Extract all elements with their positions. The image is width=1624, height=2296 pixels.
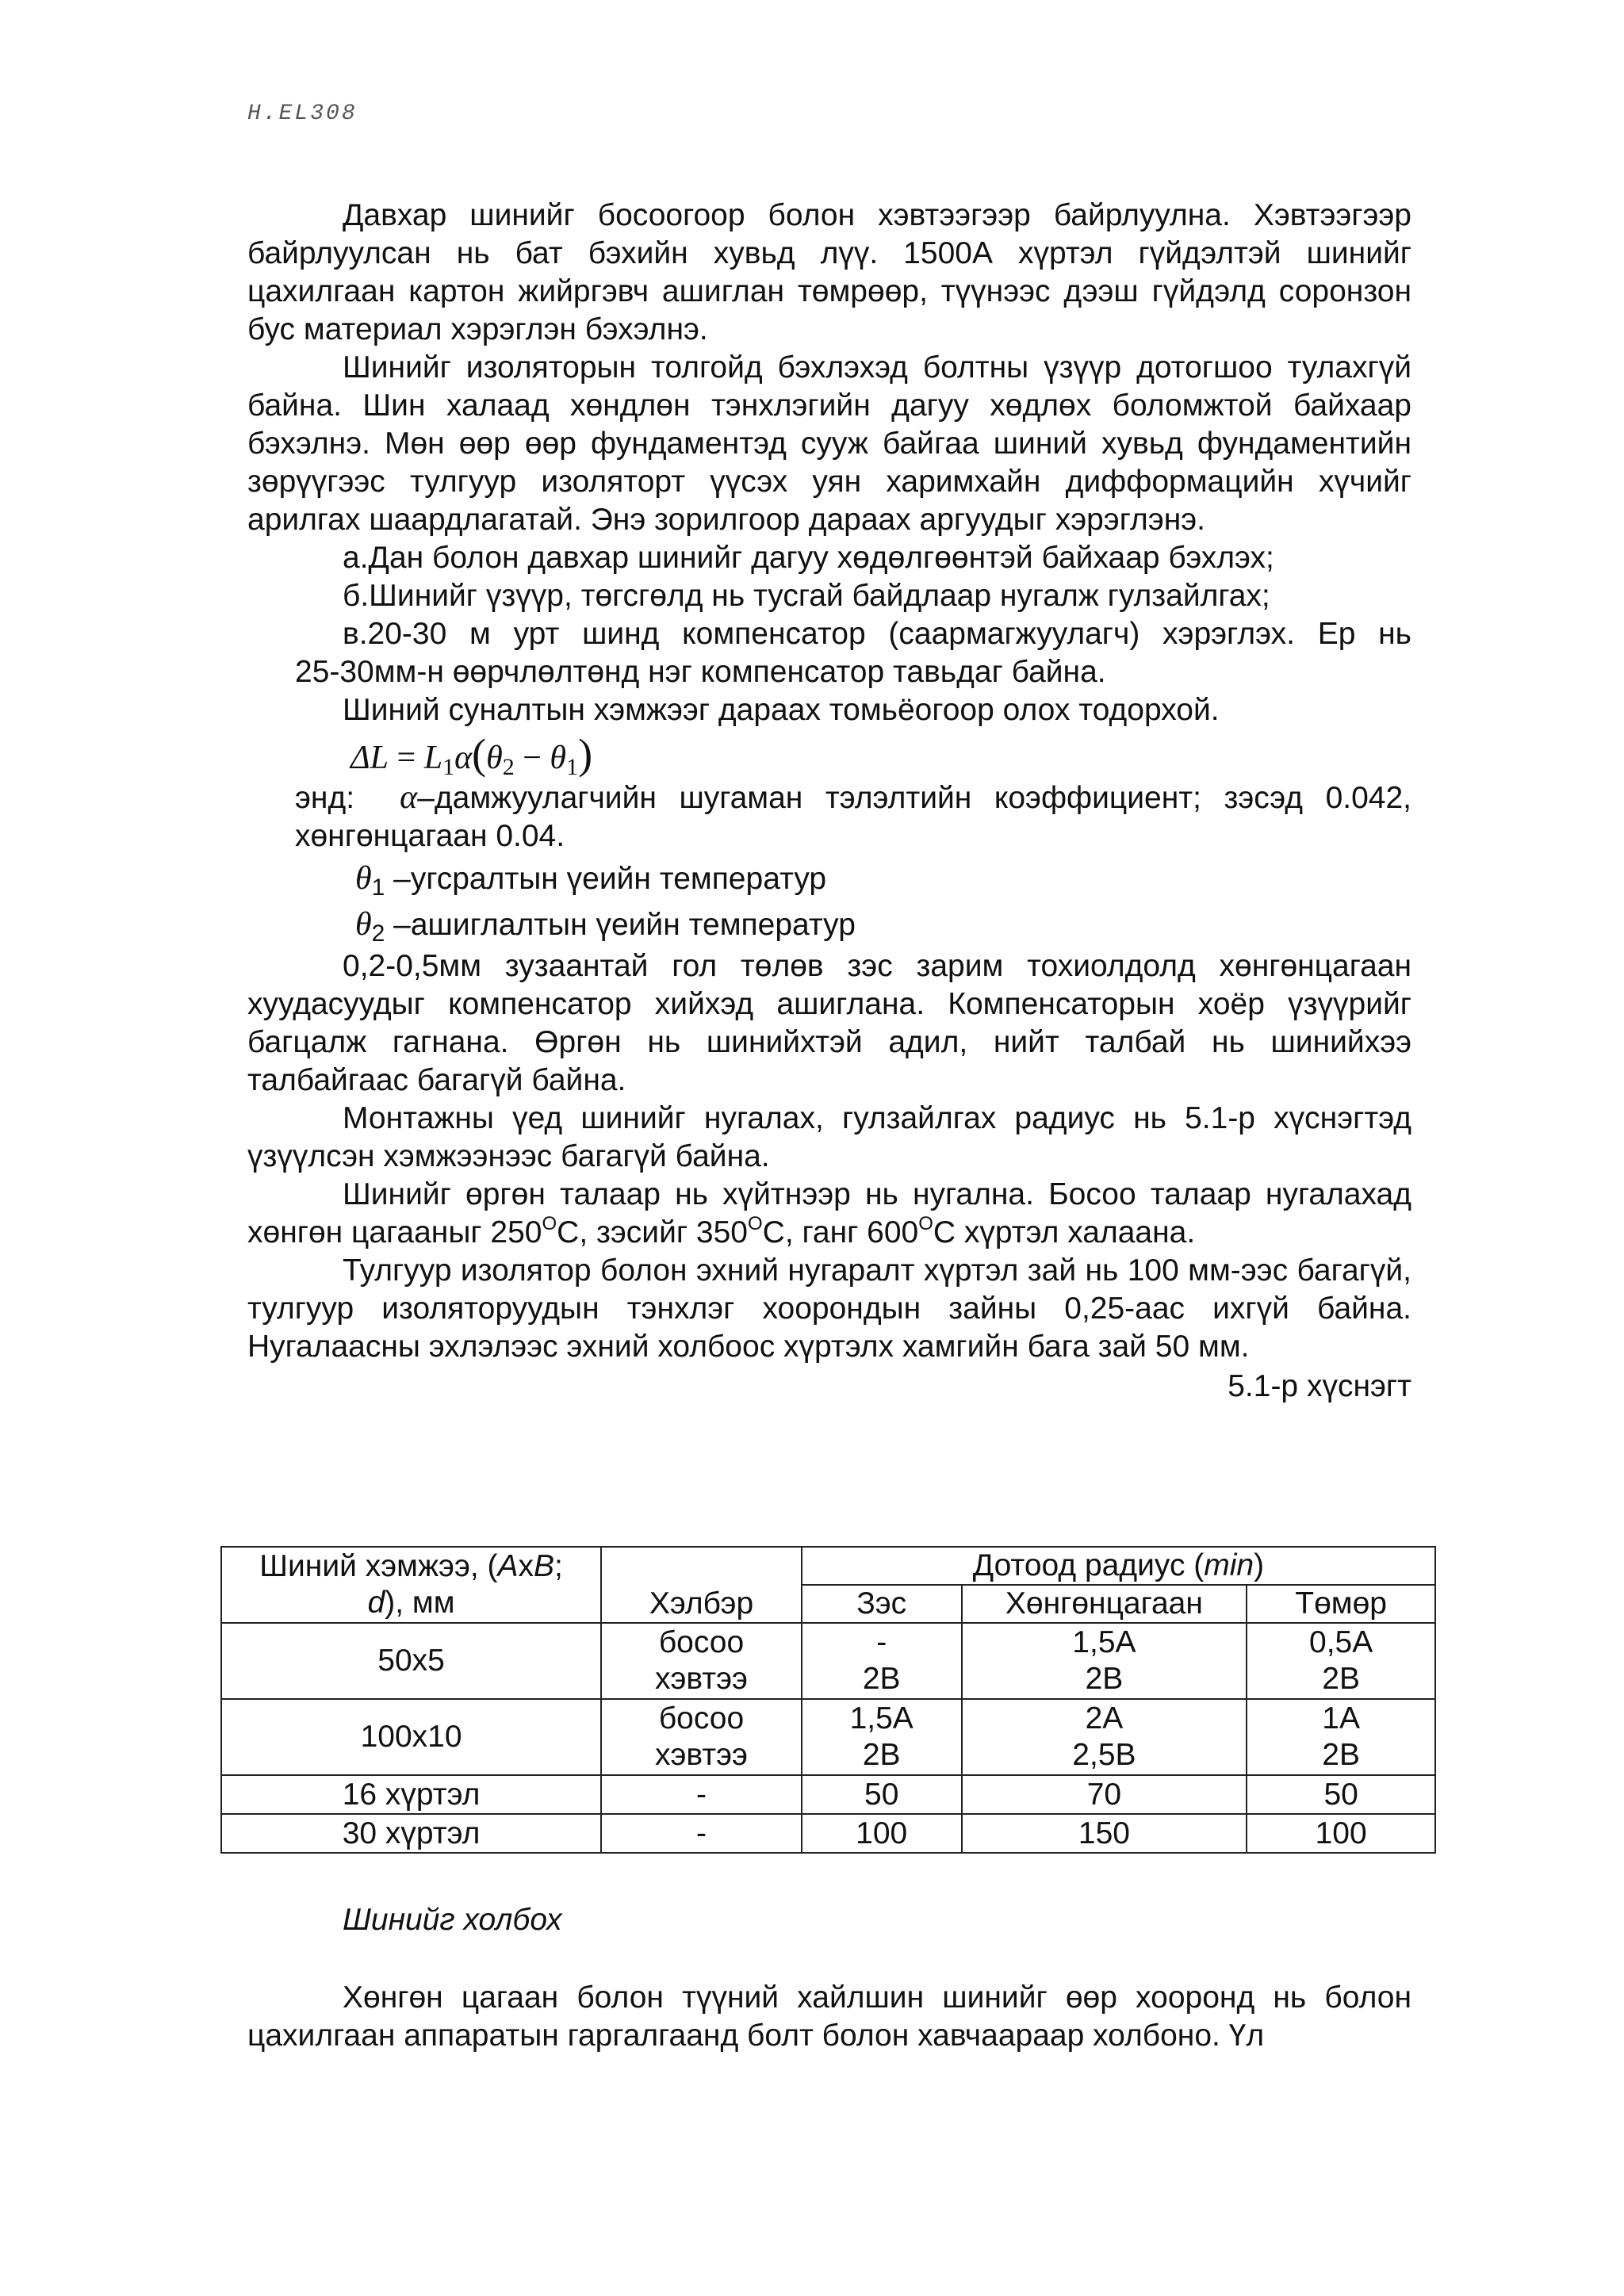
paragraph-mounting: Монтажны үед шинийг нугалах, гулзайлгах радиус нь 5.1-р хүснэгтэд үзүүлсэн хэмжээнээс багагүй байна. (247, 1101, 1411, 1173)
definition-alpha-text: –дамжуулагчийн шугаман тэлэлтийн коэффициент; зэсэд 0.042, (417, 781, 1412, 815)
cell-steel: 50 (1247, 1775, 1435, 1814)
formula-lhs: ΔL (350, 740, 389, 776)
formula-rparen: ) (578, 730, 593, 778)
cell-aluminium-2: 2,5B (1072, 1738, 1136, 1772)
elongation-formula (247, 729, 1411, 779)
cell-aluminium: 150 (962, 1814, 1247, 1853)
table-row (221, 1699, 1435, 1775)
table-row (221, 1775, 1435, 1814)
formula-lparen: ( (472, 730, 487, 778)
document-code-header: H.EL308 (247, 101, 358, 126)
paragraph-elongation: Шиний суналтын хэмжээг дараах томьёогоор олох тодорхой. (343, 693, 1220, 727)
bending-radius-table (220, 1546, 1436, 1854)
cell-steel-2: 2B (1322, 1738, 1360, 1772)
list-item-a: а.Дан болон давхар шинийг дагуу хөдөлгөөнтэй байхаар бэхлэх; (343, 541, 1274, 575)
paragraph-placement: Давхар шинийг босоогоор болон хэвтээгээр байрлуулна. Хэвтээгээр байрлуулсан нь бат бэхийн хувьд лүү. 1500А хүртэл гүйдэлтэй шинийг цахилгаан картон жийргэвч ашиглан төмрөөр, түүнээс дээш гүйдэлд соронзон бус материал хэрэглэн бэхэлнэ. (247, 198, 1411, 346)
header-aluminium: Хөнгөнцагаан (962, 1585, 1247, 1623)
paragraph-insulator-distance: Тулгуур изолятор болон эхний нугаралт хүртэл зай нь 100 мм-ээс багагүй, тулгуур изоляторуудын тэнхлэг хоорондын зайны 0,25-аас ихгүй байна. Нугалаасны эхлэлээс эхний холбоос хүртэлх хамгийн бага зай 50 мм. (247, 1253, 1411, 1364)
cell-form: - (601, 1814, 802, 1853)
header-size-semicolon: ; (554, 1549, 563, 1583)
header-copper: Зэс (802, 1585, 962, 1623)
header-size-B: B (534, 1549, 555, 1583)
header-size (221, 1547, 601, 1623)
table-header-row-1 (221, 1547, 1435, 1585)
cell-form-1: босоо (658, 1701, 745, 1735)
list-item-v-line2: 25-30мм-н өөрчлөлтөнд нэг компенсатор тавьдаг байна. (295, 655, 1106, 689)
alpha-symbol: α (400, 779, 418, 816)
definition-theta2 (247, 901, 1411, 947)
cell-form-2: хэвтээ (655, 1662, 748, 1696)
cell-aluminium (962, 1699, 1247, 1775)
table-row (221, 1623, 1435, 1699)
bending-text-a: Шинийг өргөн талаар нь хүйтнээр нь нугална. Босоо талаар нугалахад хөнгөн цагааныг 250 (247, 1177, 1411, 1249)
cell-size: 50x5 (221, 1623, 601, 1699)
section-title: Шинийг холбох (343, 1903, 562, 1937)
paragraph-connection: Хөнгөн цагаан болон түүний хайлшин шинийг өөр хооронд нь болон цахилгаан аппаратын гаргалгаанд болт болон хавчаараар холбоно. Үл (247, 1980, 1411, 2053)
header-radius-close: ) (1254, 1548, 1265, 1582)
cell-aluminium-1: 1,5A (1072, 1625, 1136, 1659)
header-radius-text: Дотоод радиус ( (972, 1548, 1205, 1582)
cell-aluminium: 70 (962, 1775, 1247, 1814)
header-radius-min: min (1204, 1548, 1254, 1582)
formula-minus: − (523, 740, 542, 776)
degree-sup-1: О (542, 1213, 557, 1234)
header-size-A: A (497, 1549, 519, 1583)
formula-theta2-sub: 2 (502, 754, 515, 780)
definition-theta2-text: –ашиглалтын үеийн температур (393, 908, 856, 942)
cell-form: - (601, 1775, 802, 1814)
theta1-symbol: θ (355, 860, 372, 897)
header-size-text: Шиний хэмжээ, ( (259, 1549, 498, 1583)
header-size-d: d (367, 1586, 385, 1620)
cell-copper-1: - (876, 1625, 887, 1659)
cell-size: 30 хүртэл (221, 1814, 601, 1853)
formula-equals: = (396, 740, 416, 776)
cell-steel (1247, 1699, 1435, 1775)
list-item-v-line1: в.20-30 м урт шинд компенсатор (саармагжуулагч) хэрэглэх. Ер нь (343, 617, 1411, 651)
degree-sup-2: О (748, 1213, 763, 1234)
header-size-unit: ), мм (385, 1586, 455, 1620)
cell-copper-2: 2B (862, 1738, 901, 1772)
cell-steel-2: 2B (1322, 1662, 1360, 1696)
cell-copper: 100 (802, 1814, 962, 1853)
cell-size: 100x10 (221, 1699, 601, 1775)
cell-copper: 50 (802, 1775, 962, 1814)
cell-aluminium-2: 2B (1085, 1662, 1124, 1696)
formula-theta1: θ (550, 740, 567, 776)
cell-copper (802, 1699, 962, 1775)
cell-steel-1: 0,5A (1309, 1625, 1373, 1659)
theta1-sub: 1 (371, 874, 385, 901)
cell-form (601, 1623, 802, 1699)
formula-L: L (423, 740, 443, 776)
table-caption: 5.1-р хүснэгт (1228, 1369, 1411, 1403)
cell-steel-1: 1A (1322, 1701, 1360, 1735)
degree-sup-3: О (918, 1213, 933, 1234)
table-row (221, 1814, 1435, 1853)
cell-steel: 100 (1247, 1814, 1435, 1853)
cell-size: 16 хүртэл (221, 1775, 601, 1814)
cell-form-1: босоо (658, 1625, 745, 1659)
definition-alpha-cont: хөнгөнцагаан 0.04. (295, 819, 565, 853)
cell-copper-2: 2B (862, 1662, 901, 1696)
definition-alpha (247, 779, 1411, 817)
document-body (247, 197, 1411, 1406)
header-radius (802, 1547, 1435, 1585)
bending-text-d: С хүртэл халаана. (933, 1215, 1196, 1249)
list-item-b: б.Шинийг үзүүр, төгсгөлд нь тусгай байдлаар нугалж гулзайлгах; (343, 579, 1270, 613)
formula-theta1-sub: 1 (566, 754, 579, 780)
formula-alpha: α (454, 740, 473, 776)
cell-form (601, 1699, 802, 1775)
bending-text-c: С, ганг 600 (762, 1215, 919, 1249)
paragraph-bending (247, 1176, 1411, 1252)
header-size-x: x (518, 1549, 534, 1583)
definition-prefix: энд: (295, 781, 355, 815)
header-form: Хэлбэр (601, 1547, 802, 1623)
theta2-sub: 2 (371, 920, 385, 947)
paragraph-fastening: Шинийг изоляторын толгойд бэхлэхэд болтны үзүүр дотогшоо тулахгүй байна. Шин халаад хөндлөн тэнхлэгийн дагуу хөдлөх боломжтой байхаар бэхэлнэ. Мөн өөр өөр фундаментэд сууж байгаа шиний хувьд фундаментийн зөрүүгээс тулгуур изоляторт үүсэх уян харимхайн дифформацийн хүчийг арилгах шаардлагатай. Энэ зорилгоор дараах аргуудыг хэрэглэнэ. (247, 350, 1411, 537)
formula-theta2: θ (486, 740, 503, 776)
cell-copper (802, 1623, 962, 1699)
definition-theta1 (247, 855, 1411, 901)
cell-aluminium-1: 2A (1085, 1701, 1124, 1735)
paragraph-compensator: 0,2-0,5мм зузаантай гол төлөв зэс зарим тохиолдолд хөнгөнцагаан хуудасуудыг компенсатор хийхэд ашиглана. Компенсаторын хоёр үзүүрийг багцалж гагнана. Өргөн нь шинийхтэй адил, нийт талбай нь шинийхээ талбайгаас багагүй байна. (247, 949, 1411, 1097)
header-steel: Төмөр (1247, 1585, 1435, 1623)
definition-theta1-text: –угсралтын үеийн температур (393, 862, 827, 896)
cell-copper-1: 1,5A (849, 1701, 914, 1735)
formula-L-sub: 1 (442, 754, 455, 780)
theta2-symbol: θ (355, 906, 372, 943)
cell-aluminium (962, 1623, 1247, 1699)
cell-form-2: хэвтээ (655, 1738, 748, 1772)
document-body-continued (247, 1979, 1411, 2055)
bending-text-b: С, зэсийг 350 (557, 1215, 748, 1249)
cell-steel (1247, 1623, 1435, 1699)
